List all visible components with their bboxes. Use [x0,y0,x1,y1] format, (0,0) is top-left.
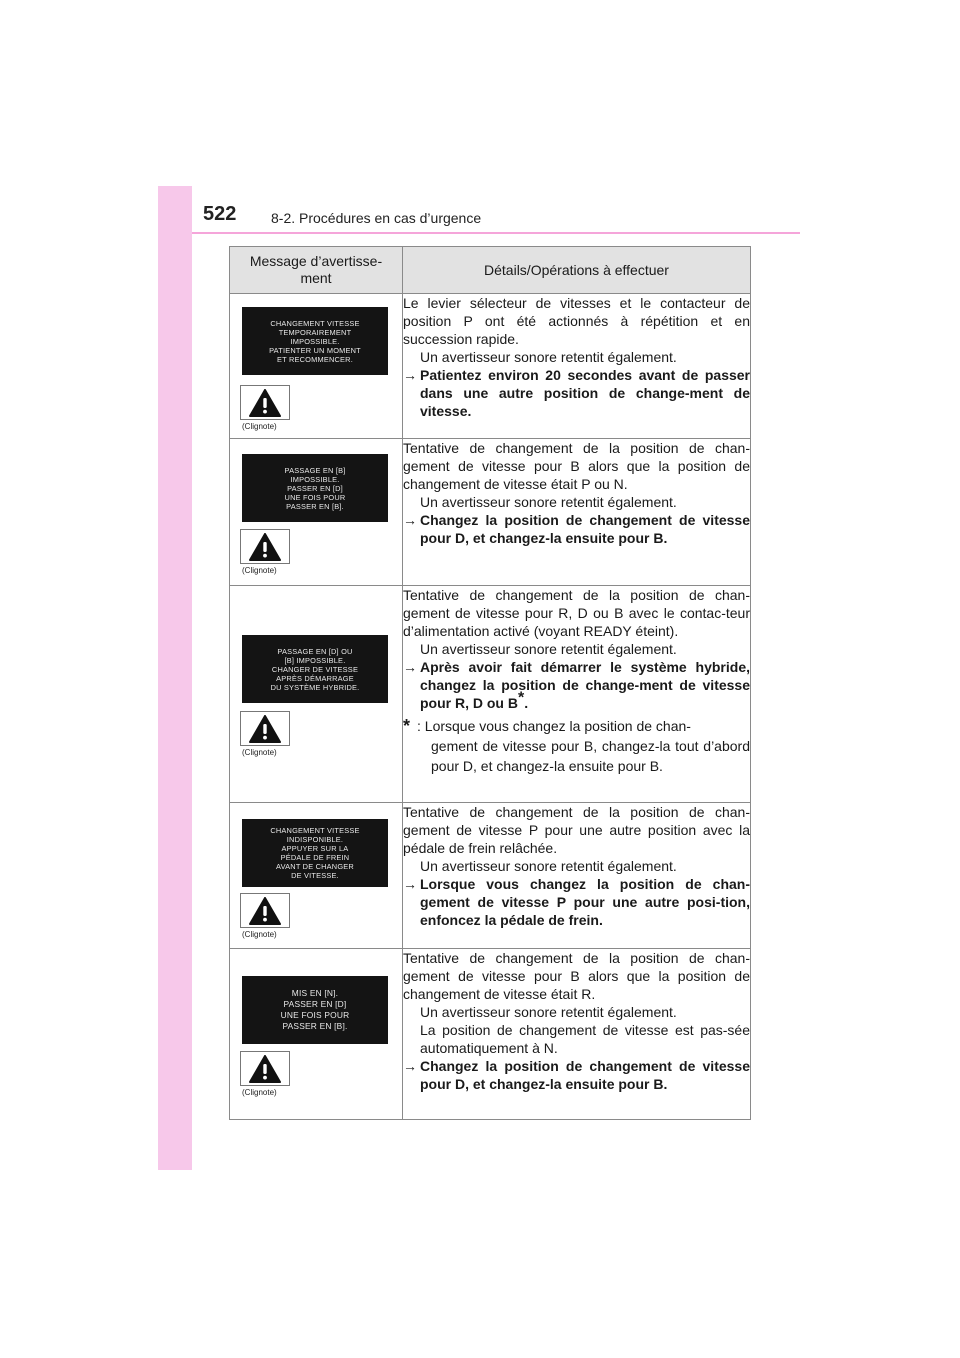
table-row [230,439,751,586]
table-row [230,803,751,949]
details-cell [403,949,751,1120]
table-row [230,586,751,803]
message-cell [230,439,403,586]
page-number: 522 [203,203,237,225]
beep-text: Un avertisseur sonore retentit également. [420,494,677,510]
action-text: → Après avoir fait démarrer le système hybride, changez la position de change-ment de vitesse pour R, D ou B*. [403,659,750,711]
cause-text: Tentative de changement de la position de chan-gement de vitesse pour B alors que la position de changement de vitesse était R. [403,950,750,1002]
footnote-star: * [518,689,525,707]
side-tab [158,186,192,1170]
details-cell [403,803,751,949]
col-header-message: Message d’avertisse- ment [230,247,403,294]
cause-text: Tentative de changement de la position de chan-gement de vitesse pour B alors que la position de changement de vitesse était P ou N. [403,440,750,492]
arrow-icon: → [403,512,417,528]
cause-text: Tentative de changement de la position de chan-gement de vitesse pour R, D ou B avec le contac-teur d’alimentation activé (voyant READY éteint). [403,587,750,639]
beep-text: Un avertisseur sonore retentit également. [420,349,677,365]
warning-triangle-icon [249,1055,281,1083]
warning-triangle-icon [249,389,281,417]
blink-label: (Clignote) [242,1088,277,1097]
display-screen: MIS EN [N]. PASSER EN [D] UNE FOIS POUR PASSER EN [B]. [242,976,388,1044]
details-cell [403,294,751,439]
cause-text: Tentative de changement de la position de chan-gement de vitesse P pour une autre position avec la pédale de frein relâchée. [403,804,750,856]
col-header-details: Détails/Opérations à effectuer [403,247,751,294]
section-title: 8-2. Procédures en cas d’urgence [271,210,482,226]
beep-text: Un avertisseur sonore retentit également. [420,858,677,874]
display-screen: PASSAGE EN [D] OU [B] IMPOSSIBLE. CHANGER DE VITESSE APRÈS DÉMARRAGE DU SYSTÈME HYBRIDE. [242,635,388,703]
warning-messages-table [229,246,751,1120]
table-header-row [230,247,751,294]
auto-shift-text: La position de changement de vitesse est pas-sée automatiquement à N. [420,1022,750,1056]
footnote: * : Lorsque vous changez la position de chan- gement de vitesse pour B, changez-la tout d’abord pour D, et changez-la ensuite pour B. [403,716,750,774]
message-cell [230,949,403,1120]
warning-triangle-icon [249,715,281,743]
table-row [230,949,751,1120]
warning-light [240,529,290,564]
warning-light [240,385,290,420]
message-cell [230,803,403,949]
action-text: → Changez la position de changement de vitesse pour D, et changez-la ensuite pour B. [403,1058,750,1092]
warning-triangle-icon [249,897,281,925]
header-divider [192,232,800,234]
warning-light [240,711,290,746]
warning-triangle-icon [249,533,281,561]
blink-label: (Clignote) [242,748,277,757]
footnote-star: * [403,716,411,736]
action-text: → Changez la position de changement de vitesse pour D, et changez-la ensuite pour B. [403,512,750,546]
warning-light [240,1051,290,1086]
blink-label: (Clignote) [242,566,277,575]
arrow-icon: → [403,876,417,892]
arrow-icon: → [403,367,417,383]
display-screen: CHANGEMENT VITESSE TEMPORAIREMENT IMPOSSIBLE. PATIENTER UN MOMENT ET RECOMMENCER. [242,307,388,375]
display-screen: PASSAGE EN [B] IMPOSSIBLE. PASSER EN [D] UNE FOIS POUR PASSER EN [B]. [242,454,388,522]
table-row [230,294,751,439]
beep-text: Un avertisseur sonore retentit également. [420,641,677,657]
message-cell [230,294,403,439]
details-cell [403,586,751,803]
cause-text: Le levier sélecteur de vitesses et le contacteur de position P ont été actionnés à répétition et en succession rapide. [403,295,750,347]
arrow-icon: → [403,1058,417,1074]
action-text: → Patientez environ 20 secondes avant de passer dans une autre position de change-ment de vitesse. [403,367,750,419]
arrow-icon: → [403,659,417,675]
message-cell [230,586,403,803]
blink-label: (Clignote) [242,422,277,431]
blink-label: (Clignote) [242,930,277,939]
action-text: → Lorsque vous changez la position de chan-gement de vitesse P pour une autre posi-tion, enfoncez la pédale de frein. [403,876,750,928]
beep-text: Un avertisseur sonore retentit également. [420,1004,677,1020]
warning-light [240,893,290,928]
display-screen: CHANGEMENT VITESSE INDISPONIBLE. APPUYER SUR LA PÉDALE DE FREIN AVANT DE CHANGER DE VITESSE. [242,819,388,887]
details-cell [403,439,751,586]
